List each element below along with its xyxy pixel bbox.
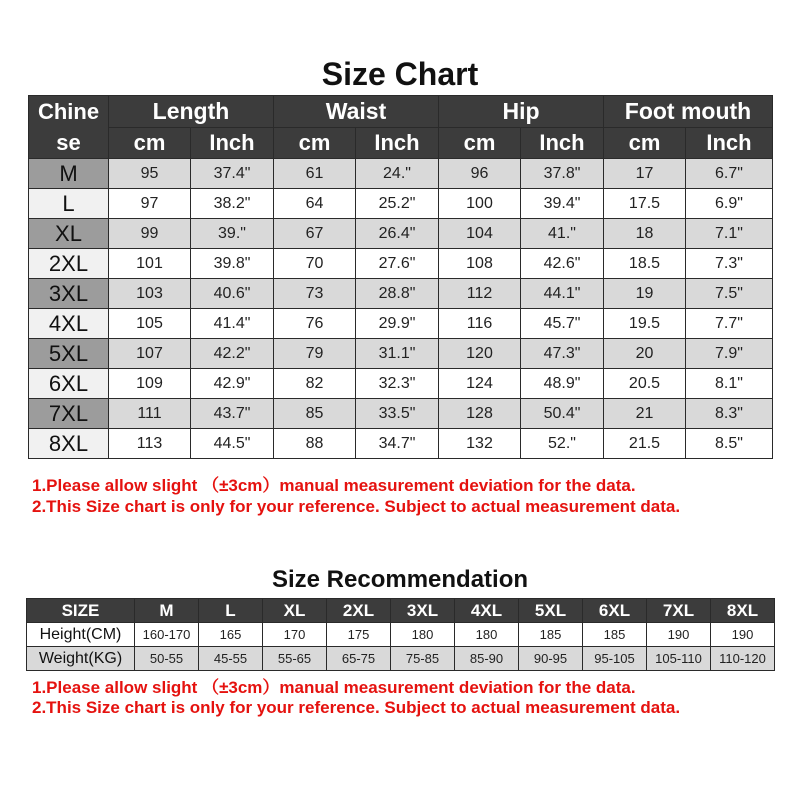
rec-size-column-header: M: [135, 599, 199, 623]
measurement-cell: 48.9": [521, 369, 604, 399]
size-label: XL: [29, 219, 109, 249]
measurement-cell: 109: [109, 369, 191, 399]
measurement-cell: 18.5: [604, 249, 686, 279]
measurement-cell: 17.5: [604, 189, 686, 219]
measurement-cell: 7.9": [686, 339, 773, 369]
measurement-cell: 132: [439, 429, 521, 459]
measurement-cell: 6.7": [686, 159, 773, 189]
measurement-cell: 17: [604, 159, 686, 189]
corner-header: Chine se: [29, 96, 109, 159]
rec-size-column-header: 5XL: [519, 599, 583, 623]
measurement-cell: 32.3": [356, 369, 439, 399]
rec-value-cell: 180: [455, 623, 519, 647]
rec-size-header: SIZE: [27, 599, 135, 623]
unit-header: Inch: [356, 127, 439, 159]
table-row: [27, 647, 775, 671]
unit-header: cm: [439, 127, 521, 159]
measurement-cell: 104: [439, 219, 521, 249]
measurement-cell: 25.2": [356, 189, 439, 219]
table-row: [29, 279, 773, 309]
rec-value-cell: 160-170: [135, 623, 199, 647]
rec-value-cell: 110-120: [711, 647, 775, 671]
rec-size-column-header: 4XL: [455, 599, 519, 623]
measurement-cell: 29.9": [356, 309, 439, 339]
measurement-cell: 41.": [521, 219, 604, 249]
measurement-cell: 34.7": [356, 429, 439, 459]
measurement-cell: 8.3": [686, 399, 773, 429]
measurement-cell: 73: [274, 279, 356, 309]
measurement-cell: 100: [439, 189, 521, 219]
rec-value-cell: 185: [519, 623, 583, 647]
measurement-cell: 7.3": [686, 249, 773, 279]
table-row: [29, 369, 773, 399]
measurement-cell: 108: [439, 249, 521, 279]
measurement-cell: 82: [274, 369, 356, 399]
size-label: 7XL: [29, 399, 109, 429]
measurement-cell: 26.4": [356, 219, 439, 249]
rec-row-label: Height(CM): [27, 623, 135, 647]
group-header-foot-mouth: Foot mouth: [604, 96, 773, 128]
measurement-cell: 38.2": [191, 189, 274, 219]
measurement-cell: 7.1": [686, 219, 773, 249]
measurement-cell: 41.4": [191, 309, 274, 339]
measurement-cell: 33.5": [356, 399, 439, 429]
measurement-cell: 6.9": [686, 189, 773, 219]
measurement-cell: 124: [439, 369, 521, 399]
rec-value-cell: 180: [391, 623, 455, 647]
group-header-waist: Waist: [274, 96, 439, 128]
measurement-cell: 28.8": [356, 279, 439, 309]
rec-size-column-header: XL: [263, 599, 327, 623]
rec-value-cell: 185: [583, 623, 647, 647]
size-label: 6XL: [29, 369, 109, 399]
rec-size-column-header: 6XL: [583, 599, 647, 623]
measurement-cell: 19.5: [604, 309, 686, 339]
table-row: [29, 429, 773, 459]
measurement-cell: 8.5": [686, 429, 773, 459]
measurement-cell: 99: [109, 219, 191, 249]
measurement-cell: 39.8": [191, 249, 274, 279]
rec-value-cell: 75-85: [391, 647, 455, 671]
unit-header: cm: [604, 127, 686, 159]
table-row: [29, 219, 773, 249]
rec-size-column-header: 3XL: [391, 599, 455, 623]
measurement-cell: 107: [109, 339, 191, 369]
measurement-cell: 113: [109, 429, 191, 459]
rec-row-label: Weight(KG): [27, 647, 135, 671]
measurement-cell: 50.4": [521, 399, 604, 429]
measurement-cell: 19: [604, 279, 686, 309]
measurement-cell: 37.4": [191, 159, 274, 189]
measurement-cell: 111: [109, 399, 191, 429]
measurement-cell: 7.7": [686, 309, 773, 339]
measurement-cell: 101: [109, 249, 191, 279]
measurement-cell: 128: [439, 399, 521, 429]
size-label: 5XL: [29, 339, 109, 369]
measurement-cell: 61: [274, 159, 356, 189]
size-recommendation-title: Size Recommendation: [271, 566, 529, 593]
unit-header: cm: [274, 127, 356, 159]
size-label: 3XL: [29, 279, 109, 309]
table-row: [29, 159, 773, 189]
size-label: 8XL: [29, 429, 109, 459]
measurement-cell: 18: [604, 219, 686, 249]
measurement-cell: 47.3": [521, 339, 604, 369]
size-recommendation-note-1: 1.Please allow slight （±3cm）manual measurement deviation for the data.: [32, 678, 636, 697]
rec-value-cell: 170: [263, 623, 327, 647]
table-row: [27, 623, 775, 647]
table-row: [29, 339, 773, 369]
measurement-cell: 21.5: [604, 429, 686, 459]
unit-header: Inch: [191, 127, 274, 159]
rec-value-cell: 55-65: [263, 647, 327, 671]
measurement-cell: 112: [439, 279, 521, 309]
measurement-cell: 52.": [521, 429, 604, 459]
table-row: [29, 399, 773, 429]
size-chart-note-2: 2.This Size chart is only for your reference. Subject to actual measurement data.: [32, 497, 681, 516]
rec-size-column-header: 2XL: [327, 599, 391, 623]
measurement-cell: 31.1": [356, 339, 439, 369]
rec-value-cell: 65-75: [327, 647, 391, 671]
measurement-cell: 20: [604, 339, 686, 369]
rec-value-cell: 175: [327, 623, 391, 647]
rec-size-column-header: 7XL: [647, 599, 711, 623]
group-header-hip: Hip: [439, 96, 604, 128]
rec-value-cell: 85-90: [455, 647, 519, 671]
measurement-cell: 27.6": [356, 249, 439, 279]
measurement-cell: 116: [439, 309, 521, 339]
measurement-cell: 39.4": [521, 189, 604, 219]
size-label: L: [29, 189, 109, 219]
table-row: [29, 309, 773, 339]
measurement-cell: 44.5": [191, 429, 274, 459]
measurement-cell: 37.8": [521, 159, 604, 189]
size-chart-title: Size Chart: [321, 56, 479, 92]
measurement-cell: 70: [274, 249, 356, 279]
unit-header: cm: [109, 127, 191, 159]
table-row: [29, 189, 773, 219]
rec-size-column-header: 8XL: [711, 599, 775, 623]
group-header-length: Length: [109, 96, 274, 128]
measurement-cell: 103: [109, 279, 191, 309]
unit-header: Inch: [686, 127, 773, 159]
size-label: M: [29, 159, 109, 189]
rec-size-column-header: L: [199, 599, 263, 623]
size-recommendation-table: [26, 598, 775, 671]
measurement-cell: 64: [274, 189, 356, 219]
measurement-cell: 79: [274, 339, 356, 369]
measurement-cell: 39.": [191, 219, 274, 249]
measurement-cell: 43.7": [191, 399, 274, 429]
rec-value-cell: 105-110: [647, 647, 711, 671]
table-row: [29, 249, 773, 279]
measurement-cell: 95: [109, 159, 191, 189]
measurement-cell: 42.9": [191, 369, 274, 399]
measurement-cell: 105: [109, 309, 191, 339]
measurement-cell: 42.6": [521, 249, 604, 279]
measurement-cell: 20.5: [604, 369, 686, 399]
rec-value-cell: 190: [711, 623, 775, 647]
measurement-cell: 67: [274, 219, 356, 249]
rec-value-cell: 190: [647, 623, 711, 647]
size-chart-table: [28, 95, 773, 459]
size-label: 2XL: [29, 249, 109, 279]
measurement-cell: 8.1": [686, 369, 773, 399]
measurement-cell: 88: [274, 429, 356, 459]
measurement-cell: 97: [109, 189, 191, 219]
measurement-cell: 96: [439, 159, 521, 189]
rec-value-cell: 45-55: [199, 647, 263, 671]
rec-value-cell: 95-105: [583, 647, 647, 671]
measurement-cell: 40.6": [191, 279, 274, 309]
rec-value-cell: 165: [199, 623, 263, 647]
rec-value-cell: 90-95: [519, 647, 583, 671]
measurement-cell: 7.5": [686, 279, 773, 309]
rec-value-cell: 50-55: [135, 647, 199, 671]
size-recommendation-note-2: 2.This Size chart is only for your reference. Subject to actual measurement data.: [32, 698, 681, 717]
measurement-cell: 76: [274, 309, 356, 339]
measurement-cell: 21: [604, 399, 686, 429]
measurement-cell: 120: [439, 339, 521, 369]
size-chart-note-1: 1.Please allow slight （±3cm）manual measurement deviation for the data.: [32, 476, 636, 495]
measurement-cell: 45.7": [521, 309, 604, 339]
size-label: 4XL: [29, 309, 109, 339]
measurement-cell: 24.": [356, 159, 439, 189]
unit-header: Inch: [521, 127, 604, 159]
measurement-cell: 42.2": [191, 339, 274, 369]
measurement-cell: 85: [274, 399, 356, 429]
measurement-cell: 44.1": [521, 279, 604, 309]
